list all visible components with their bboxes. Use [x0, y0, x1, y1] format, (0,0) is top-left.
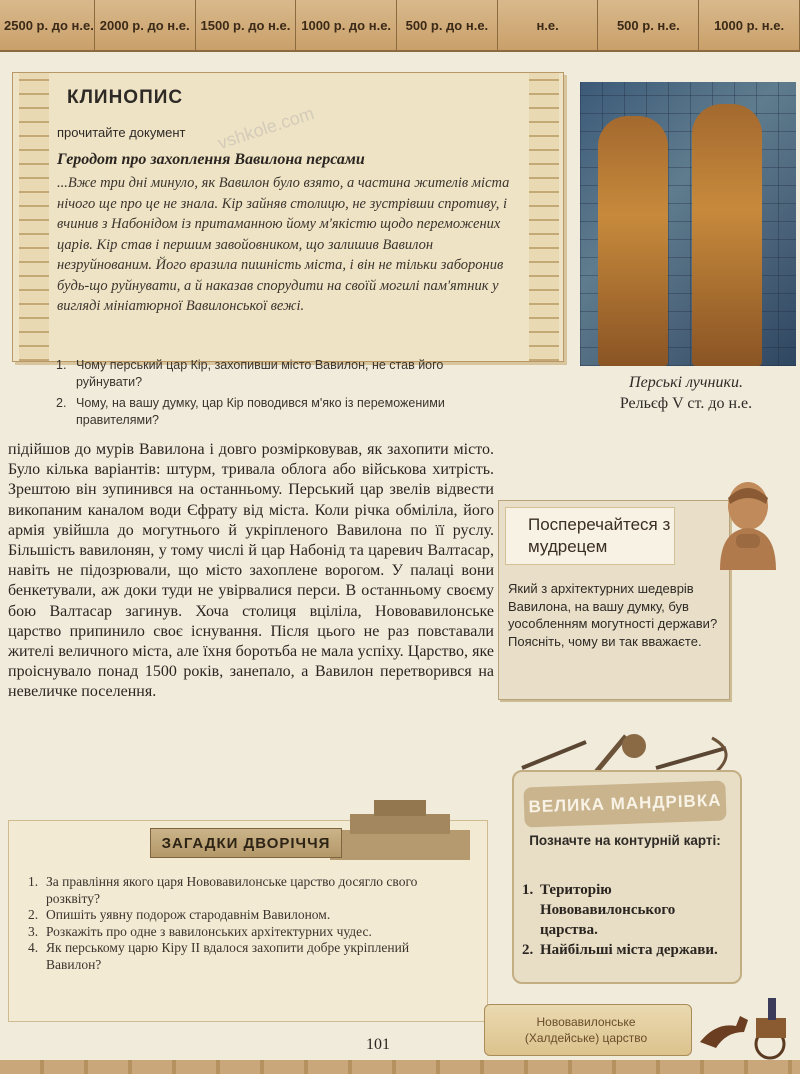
persian-archers-relief-image: [580, 82, 796, 366]
journey-item: [522, 940, 732, 960]
sage-question: Який з архітектурних шедеврів Вавилона, на вашу думку, був уособленням могутності держави? Поясніть, чому ви так вважаєте.: [508, 581, 718, 649]
question-item: [52, 357, 492, 391]
cuneiform-ornament: [19, 73, 49, 361]
archer-figure: [598, 116, 668, 366]
cuneiform-box: [12, 72, 564, 362]
archer-figure: [692, 104, 762, 366]
journey-item: [522, 880, 732, 940]
riddles-title: ЗАГАДКИ ДВОРІЧЧЯ: [150, 828, 342, 858]
timeline-cell: 2000 р. до н.е.: [95, 0, 196, 50]
page-number: 101: [366, 1036, 390, 1053]
cuneiform-ornament: [529, 73, 559, 361]
question-text: Чому, на вашу думку, цар Кір поводився м'яко із переможеними правителями?: [76, 396, 445, 427]
riddle-number: 4.: [28, 940, 39, 955]
timeline-cell: 1500 р. до н.е.: [196, 0, 297, 50]
cuneiform-title: КЛИНОПИС: [67, 87, 184, 108]
riddles-list: [28, 874, 428, 973]
question-number: 1.: [56, 358, 67, 372]
riddle-item: [28, 940, 428, 973]
riddle-item: [28, 907, 428, 924]
riddle-text: Опишіть уявну подорож стародавнім Вавилоном.: [46, 907, 331, 922]
caption-line: Рельєф V ст. до н.е.: [619, 395, 753, 412]
riddle-text: За правління якого царя Нововавилонське царство досягло свого розквіту?: [46, 874, 418, 906]
journey-list: [522, 880, 732, 960]
bottom-ornament: [0, 1060, 800, 1074]
image-caption: [586, 372, 786, 414]
chariot-icon: [696, 992, 800, 1062]
riddle-text: Розкажіть про одне з вавилонських архітектурних чудес.: [46, 923, 372, 939]
footer-line: Нововавилонське: [536, 1015, 636, 1029]
question-item: [52, 395, 492, 429]
riddle-number: 3.: [28, 923, 39, 939]
timeline-cell: 2500 р. до н.е.: [0, 0, 95, 50]
document-heading: Геродот про захоплення Вавилона персами: [57, 151, 365, 168]
riddle-text: Як перському царю Кіру II вдалося захопити добре укріплений Вавилон?: [46, 940, 410, 972]
journey-number: 2.: [522, 942, 534, 958]
document-questions: [52, 357, 492, 433]
footer-line: (Халдейське) царство: [524, 1031, 648, 1045]
sage-statue-icon: [706, 478, 790, 570]
journey-text: Найбільші міста держави.: [540, 942, 718, 958]
sage-title: Посперечайтеся з мудрецем: [528, 515, 671, 556]
timeline-cell: 1000 р. до н.е.: [296, 0, 397, 50]
watermark: vshkole.com: [215, 103, 317, 153]
timeline-cell: 500 р. до н.е.: [397, 0, 498, 50]
journey-number: 1.: [522, 882, 534, 898]
riddle-number: 2.: [28, 907, 39, 922]
question-text: Чому перський цар Кір, захопивши місто Вавилон, не став його руйнувати?: [76, 358, 444, 389]
riddle-item: [28, 924, 428, 941]
timeline-cell: 1000 р. н.е.: [699, 0, 800, 50]
journey-subtitle: Позначте на контурній карті:: [529, 833, 721, 848]
question-number: 2.: [56, 396, 67, 410]
riddle-number: 1.: [28, 874, 39, 889]
document-text: ...Вже три дні минуло, як Вавилон було взято, а частина жителів міста нічого ще про це не знала. Кір зайняв столицю, не зустрівши спротиву, і вчинив з Набонідом із притаманною йому м'якістю щодо переможених царів. Кір став і першим завойовником, що залишив Вавилон незруйнованим. Його вразила пишність міста, і він не тільки заборонив будь-що руйнувати, а й наказав спорудити на своїй могилі пам'ятник у вигляді мініатюрної Вавилонської вежі.: [57, 175, 510, 314]
footer-scroll-text: [496, 1014, 676, 1046]
journey-text: Територію Нововавилонського царства.: [540, 882, 676, 938]
timeline-cell: н.е.: [498, 0, 599, 50]
cuneiform-subtitle: прочитайте документ: [57, 125, 186, 140]
riddle-item: [28, 874, 428, 907]
journey-title: ВЕЛИКА МАНДРІВКА: [523, 780, 726, 827]
main-paragraph: підійшов до мурів Вавилона і довго розмірковував, як захопити місто. Було кілька варіантів: штурм, тривала облога або військова хитрість. Зрештою він зупинився на останньому. Перський цар звелів відвести викопаним каналом води Єфрату від міста. Коли річка обміліла, його армія увійшла до могутнього й укріпленого Вавилона по її руслу. Більшість вавилонян, у тому числі й цар Набонід та царевич Валтасар, навіть не підозрювали, що місто захоплене ворогом. У палаці вони бенкетували, аж доки туди не увірвалися перси. В останньому своєму бою Валтасар загинув. Хоча столиця вціліла, Нововавилонське царство припинило своє існування. Після цього не раз повставали жителі величного міста, але їхня боротьба не мала успіху. Царство, яке проіснувало понад 1500 років, занепало, а Вавилон перетворився на невеличке поселення.: [8, 441, 494, 701]
caption-line: Перські лучники.: [629, 374, 743, 391]
ziggurat-icon: [330, 796, 470, 860]
timeline-cell: 500 р. н.е.: [598, 0, 699, 50]
timeline-bar: [0, 0, 800, 52]
